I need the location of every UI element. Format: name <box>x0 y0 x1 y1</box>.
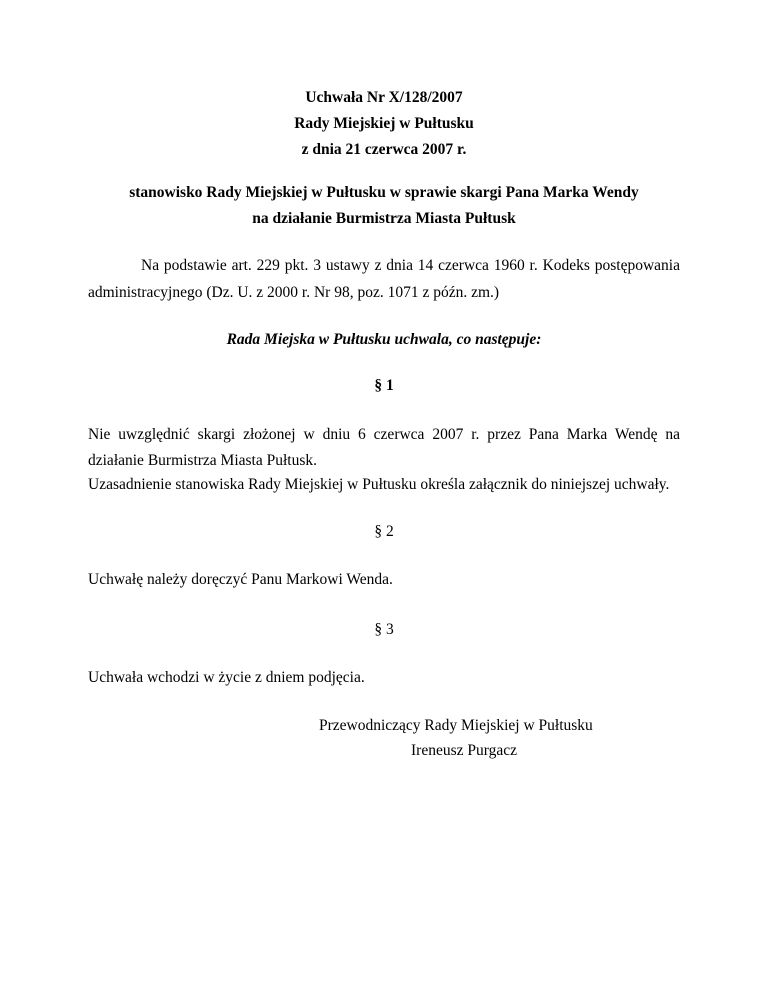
section-2-heading: § 2 <box>374 523 394 540</box>
section-1-heading: § 1 <box>374 377 394 394</box>
issuing-body: Rady Miejskiej w Pułtusku <box>294 115 474 132</box>
legal-basis-line-1: Na podstawie art. 229 pkt. 3 ustawy z dnia 14 czerwca 1960 r. Kodeks postępowania <box>141 257 680 274</box>
subject-line-1: stanowisko Rady Miejskiej w Pułtusku w sprawie skargi Pana Marka Wendy <box>129 184 639 201</box>
subject-line-2: na działanie Burmistrza Miasta Pułtusk <box>252 210 516 227</box>
signature-role: Przewodniczący Rady Miejskiej w Pułtusku <box>319 717 593 734</box>
section-1-line-2: działanie Burmistrza Miasta Pułtusk. <box>88 452 318 469</box>
resolution-intro: Rada Miejska w Pułtusku uchwala, co następuje: <box>226 331 542 348</box>
resolution-number: Uchwała Nr X/128/2007 <box>305 89 463 106</box>
section-1-line-3: Uzasadnienie stanowiska Rady Miejskiej w Pułtusku określa załącznik do niniejszej uchwały. <box>88 476 670 493</box>
resolution-date: z dnia 21 czerwca 2007 r. <box>301 141 467 158</box>
signature-name: Ireneusz Purgacz <box>411 742 518 759</box>
section-3-heading: § 3 <box>374 621 394 638</box>
section-1-line-1: Nie uwzględnić skargi złożonej w dniu 6 czerwca 2007 r. przez Pana Marka Wendę na <box>88 426 680 443</box>
section-2-line-1: Uchwałę należy doręczyć Panu Markowi Wenda. <box>88 571 393 588</box>
legal-basis-line-2: administracyjnego (Dz. U. z 2000 r. Nr 98, poz. 1071 z późn. zm.) <box>88 284 500 301</box>
section-3-line-1: Uchwała wchodzi w życie z dniem podjęcia. <box>88 669 365 686</box>
